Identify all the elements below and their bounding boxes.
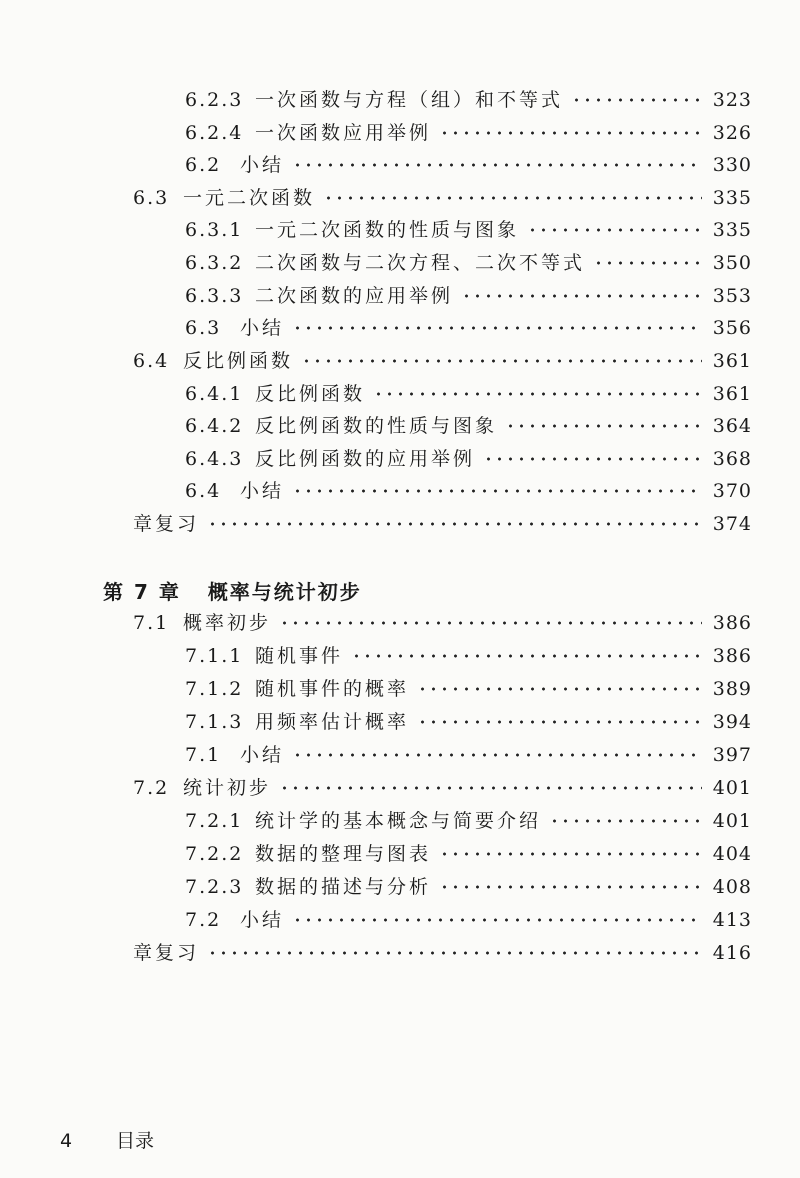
leader-dots [593,261,702,265]
section-number: 6.3 [185,317,222,339]
section-title: 一次函数应用举例 [255,122,432,144]
leader-dots [279,786,702,790]
section-title: 数据的整理与图表 [255,843,432,865]
toc-entry-6-4-1[interactable] [185,378,752,410]
section-number: 7.1.2 [185,678,244,700]
section-title: 用频率估计概率 [255,711,410,733]
leader-dots [527,228,702,232]
leader-dots [483,457,702,461]
section-number: 6.4.3 [185,448,244,470]
toc-entry-6-2-summary[interactable] [185,149,752,181]
leader-dots [207,522,702,526]
leader-dots [292,489,702,493]
section-title: 概率初步 [183,612,272,634]
footer-page-number: 4 [60,1130,73,1152]
section-number: 7.2.2 [185,843,244,865]
toc-entry-7-1[interactable] [133,607,752,639]
page-number: 330 [712,154,752,176]
toc-entry-6-2-4[interactable] [185,117,752,149]
section-number: 6.3.2 [185,252,244,274]
toc-entry-6-3-3[interactable] [185,280,752,312]
page-number: 386 [712,645,752,667]
section-title: 统计学的基本概念与简要介绍 [255,810,542,832]
section-number: 6.4 [185,480,222,502]
page-number: 397 [712,744,752,766]
leader-dots [439,852,702,856]
section-number: 6.2 [185,154,222,176]
toc-entry-6-3-summary[interactable] [185,312,752,344]
page-number: 404 [712,843,752,865]
toc-entry-7-2[interactable] [133,772,752,804]
page-number: 408 [712,876,752,898]
leader-dots [292,326,702,330]
leader-dots [461,294,702,298]
page-number: 326 [712,122,752,144]
section-number: 6.2.4 [185,122,244,144]
page-number: 389 [712,678,752,700]
section-title: 一元二次函数的性质与图象 [255,219,520,241]
page-footer [60,1126,154,1153]
chapter-title: 概率与统计初步 [207,580,362,604]
page-number: 401 [712,777,752,799]
leader-dots [505,424,702,428]
section-title: 反比例函数的应用举例 [255,448,476,470]
page-number: 386 [712,612,752,634]
leader-dots [439,131,702,135]
page-number: 401 [712,810,752,832]
section-number: 7.2 [185,909,222,931]
leader-dots [292,163,702,167]
page-number: 361 [712,383,752,405]
page-number: 374 [712,513,752,535]
page-number: 353 [712,285,752,307]
leader-dots [373,392,702,396]
section-title: 反比例函数 [183,350,294,372]
page-number: 350 [712,252,752,274]
leader-dots [439,885,702,889]
toc-entry-7-1-2[interactable] [185,673,752,705]
section-number: 6.4.2 [185,415,244,437]
toc-entry-6-4-2[interactable] [185,410,752,442]
page-number: 413 [712,909,752,931]
toc-entry-7-1-summary[interactable] [185,739,752,771]
toc-entry-7-2-3[interactable] [185,871,752,903]
toc-entry-7-1-3[interactable] [185,706,752,738]
toc-entry-7-1-1[interactable] [185,640,752,672]
page-number: 356 [712,317,752,339]
section-number: 6.2.3 [185,89,244,111]
toc-entry-6-3-1[interactable] [185,214,752,246]
toc-entry-6-3[interactable] [133,182,752,214]
section-title: 随机事件的概率 [255,678,410,700]
footer-label: 目录 [116,1130,155,1152]
page-number: 335 [712,187,752,209]
section-number: 7.1 [185,744,222,766]
page-number: 416 [712,942,752,964]
leader-dots [549,819,702,823]
leader-dots [417,720,702,724]
section-title: 反比例函数 [255,383,366,405]
section-title: 随机事件 [255,645,344,667]
leader-dots [323,196,702,200]
section-title: 小结 [240,317,285,339]
section-title: 统计初步 [183,777,272,799]
toc-entry-7-2-summary[interactable] [185,904,752,936]
section-title: 小结 [240,744,285,766]
toc-entry-6-3-2[interactable] [185,247,752,279]
section-number: 6.4 [133,350,170,372]
page-number: 364 [712,415,752,437]
section-number: 6.4.1 [185,383,244,405]
section-title: 小结 [240,909,285,931]
section-title: 一元二次函数 [183,187,316,209]
page-number: 394 [712,711,752,733]
toc-entry-6-4[interactable] [133,345,752,377]
chapter-heading[interactable] [103,576,362,605]
section-title: 小结 [240,480,285,502]
toc-entry-6-4-3[interactable] [185,443,752,475]
section-number: 7.1.1 [185,645,244,667]
section-number: 7.2.1 [185,810,244,832]
section-number: 6.3.1 [185,219,244,241]
section-title: 反比例函数的性质与图象 [255,415,498,437]
page-number: 335 [712,219,752,241]
leader-dots [292,753,702,757]
leader-dots [292,918,702,922]
chapter-number: 第 7 章 [103,580,181,604]
toc-entry-7-2-2[interactable] [185,838,752,870]
section-number: 6.3 [133,187,170,209]
section-title: 数据的描述与分析 [255,876,432,898]
section-title: 二次函数的应用举例 [255,285,454,307]
toc-entry-7-2-1[interactable] [185,805,752,837]
section-title: 一次函数与方程（组）和不等式 [255,89,564,111]
leader-dots [571,98,702,102]
page-number: 370 [712,480,752,502]
leader-dots [417,687,702,691]
section-title: 章复习 [133,942,200,964]
page-number: 323 [712,89,752,111]
leader-dots [351,654,702,658]
leader-dots [301,359,702,363]
toc-entry-6-2-3[interactable] [185,84,752,116]
toc-entry-chapter-7-review[interactable] [133,937,752,969]
section-number: 7.1 [133,612,170,634]
toc-entry-chapter-6-review[interactable] [133,508,752,540]
section-title: 小结 [240,154,285,176]
toc-entry-6-4-summary[interactable] [185,475,752,507]
page-number: 368 [712,448,752,470]
section-number: 7.2.3 [185,876,244,898]
leader-dots [207,951,702,955]
section-number: 7.2 [133,777,170,799]
section-number: 6.3.3 [185,285,244,307]
page-number: 361 [712,350,752,372]
section-number: 7.1.3 [185,711,244,733]
section-title: 章复习 [133,513,200,535]
section-title: 二次函数与二次方程、二次不等式 [255,252,586,274]
leader-dots [279,621,702,625]
